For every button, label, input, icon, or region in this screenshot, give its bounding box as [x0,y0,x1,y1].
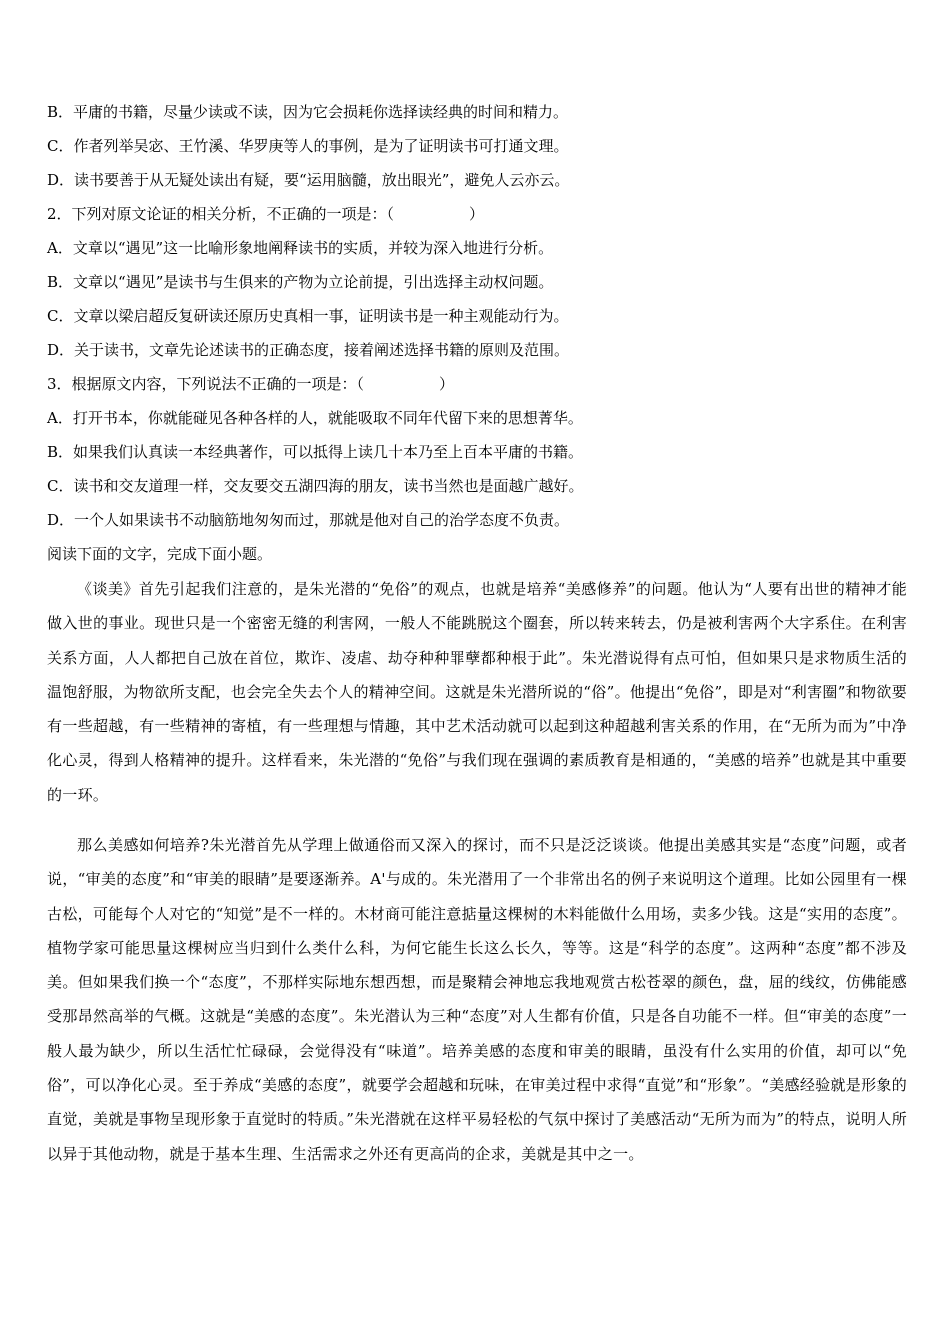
passage-paragraph-2: 那么美感如何培养?朱光潜首先从学理上做通俗而又深入的探讨，而不只是泛泛谈谈。他提出美感其实是“态度”问题，或者说，“审美的态度”和“审美的眼睛”是要逐渐养。A'与成的。朱光潜用了一个非常出名的例子来说明这个道理。比如公园里有一棵古松，可能每个人对它的“知觉”是不一样的。木材商可能注意掂量这棵树的木料能做什么用场，卖多少钱。这是“实用的态度”。植物学家可能思量这棵树应当归到什么类什么科，为何它能生长这么长久，等等。这是“科学的态度”。这两种“态度”都不涉及美。但如果我们换一个“态度”，不那样实际地东想西想，而是聚精会神地忘我地观赏古松苍翠的颜色，盘，屈的线纹，仿佛能感受那昂然高举的气概。这就是“美感的态度”。朱光潜认为三种“态度”对人生都有价值，只是各自功能不一样。但“审美的态度”一般人最为缺少，所以生活忙忙碌碌，会觉得没有“味道”。培养美感的态度和审美的眼睛，虽没有什么实用的价值，却可以“免俗”，可以净化心灵。至于养成“美感的态度”，就要学会超越和玩味，在审美过程中求得“直觉”和“形象”。“美感经验就是形象的直觉，美就是事物呈现形象于直觉时的特质。”朱光潜就在这样平易轻松的气氛中探讨了美感活动“无所为而为”的特点，说明人所以异于其他动物，就是于基本生理、生活需求之外还有更高尚的企求，美就是其中之一。 [47,836,907,1163]
q2-stem: 2．下列对原文论证的相关分析，不正确的一项是：（ ） [47,205,485,223]
q3-option-b: B．如果我们认真读一本经典著作，可以抵得上读几十本乃至上百本平庸的书籍。 [47,443,584,461]
q2-option-d: D．关于读书，文章先论述读书的正确态度，接着阐述选择书籍的原则及范围。 [47,341,570,359]
q1-option-c: C．作者列举吴宓、王竹溪、华罗庚等人的事例，是为了证明读书可打通文理。 [47,137,569,155]
q2-option-c: C．文章以梁启超反复研读还原历史真相一事，证明读书是一种主观能动行为。 [47,307,569,325]
q3-option-a: A．打开书本，你就能碰见各种各样的人，就能吸取不同年代留下来的思想菁华。 [47,409,583,427]
q2-option-b: B．文章以“遇见”是读书与生俱来的产物为立论前提，引出选择主动权问题。 [47,273,554,291]
q2-option-a: A．文章以“遇见”这一比喻形象地阐释读书的实质，并较为深入地进行分析。 [47,239,554,257]
q1-option-d: D．读书要善于从无疑处读出有疑，要“运用脑髓，放出眼光”，避免人云亦云。 [47,171,570,189]
q3-stem: 3．根据原文内容，下列说法不正确的一项是：（ ） [47,375,455,393]
reading-prompt: 阅读下面的文字，完成下面小题。 [47,545,273,563]
passage-paragraph-1: 《谈美》首先引起我们注意的，是朱光潜的“免俗”的观点，也就是培养“美感修养”的问题。他认为“人要有出世的精神才能做入世的事业。现世只是一个密密无缝的利害网，一般人不能跳脱这个圈套，所以转来转去，仍是被利害两个大字系住。在利害关系方面，人人都把自己放在首位，欺诈、凌虐、劫夺种种罪孽都种根于此”。朱光潜说得有点可怕，但如果只是求物质生活的温饱舒服，为物欲所支配，也会完全失去个人的精神空间。这就是朱光潜所说的“俗”。他提出“免俗”，即是对“利害圈”和物欲要有一些超越，有一些精神的寄植，有一些理想与情趣，其中艺术活动就可以起到这种超越利害关系的作用，在“无所为而为”中净化心灵，得到人格精神的提升。这样看来，朱光潜的“免俗”与我们现在强调的素质教育是相通的，“美感的培养”也就是其中重要的一环。 [47,580,907,804]
q1-option-b: B．平庸的书籍，尽量少读或不读，因为它会损耗你选择读经典的时间和精力。 [47,103,569,121]
q3-option-d: D．一个人如果读书不动脑筋地匆匆而过，那就是他对自己的治学态度不负责。 [47,511,570,529]
q3-option-c: C．读书和交友道理一样，交友要交五湖四海的朋友，读书当然也是面越广越好。 [47,477,584,495]
